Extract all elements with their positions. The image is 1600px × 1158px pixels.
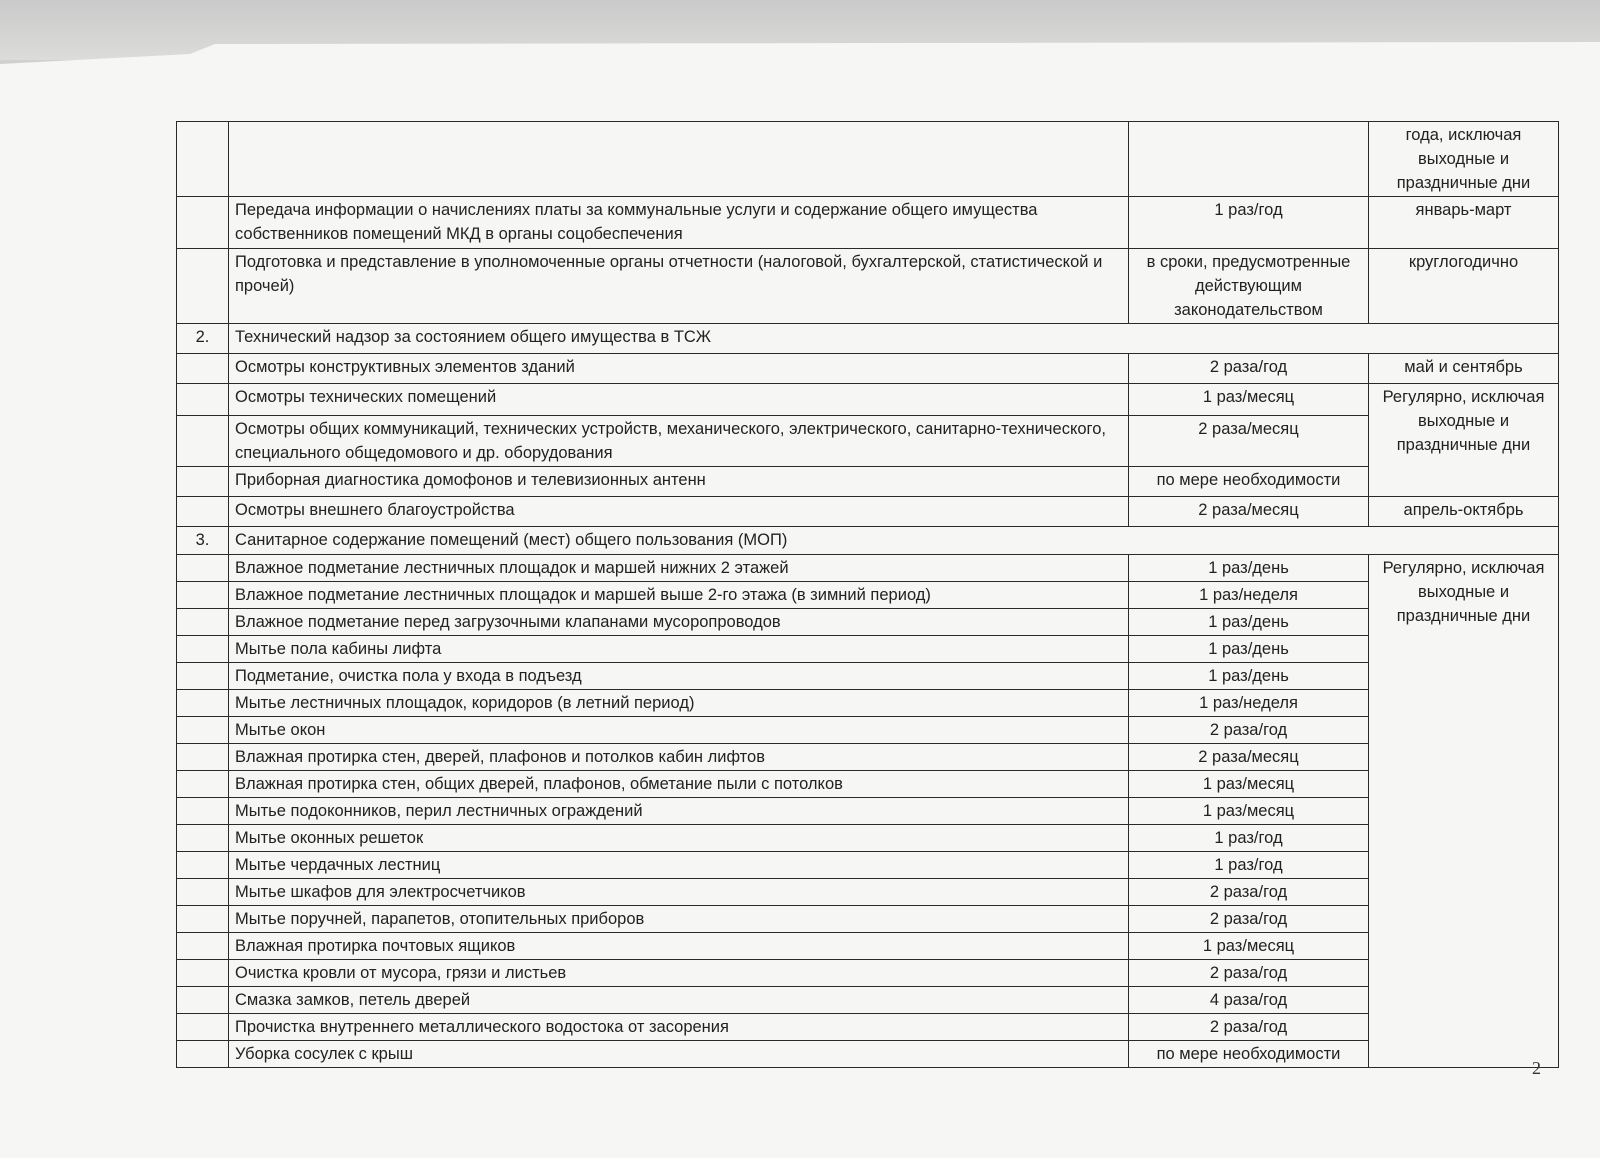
row-number — [177, 906, 229, 933]
row-number — [177, 497, 229, 527]
frequency-cell: 1 раз/месяц — [1129, 798, 1369, 825]
table-row — [177, 798, 1559, 825]
section-header-row — [177, 527, 1559, 555]
period-cell: май и сентябрь — [1369, 354, 1559, 384]
task-cell: Осмотры внешнего благоустройства — [229, 497, 1129, 527]
frequency-cell: 1 раз/месяц — [1129, 384, 1369, 416]
table-row — [177, 384, 1559, 416]
task-cell: Влажное подметание перед загрузочными клапанами мусоропроводов — [229, 609, 1129, 636]
task-cell: Осмотры технических помещений — [229, 384, 1129, 416]
frequency-cell: 1 раз/день — [1129, 609, 1369, 636]
frequency-cell: 2 раза/месяц — [1129, 416, 1369, 467]
task-cell: Влажная протирка стен, дверей, плафонов и потолков кабин лифтов — [229, 744, 1129, 771]
table-row — [177, 122, 1559, 197]
table-row — [177, 879, 1559, 906]
table-row — [177, 717, 1559, 744]
task-cell: Мытье окон — [229, 717, 1129, 744]
section-number: 2. — [177, 324, 229, 354]
frequency-cell: 2 раза/год — [1129, 1014, 1369, 1041]
task-cell: Мытье подоконников, перил лестничных ограждений — [229, 798, 1129, 825]
frequency-cell: по мере необходимости — [1129, 467, 1369, 497]
frequency-cell: 1 раз/год — [1129, 197, 1369, 249]
table-row — [177, 416, 1559, 467]
task-cell: Смазка замков, петель дверей — [229, 987, 1129, 1014]
task-cell: Мытье пола кабины лифта — [229, 636, 1129, 663]
section-header-row — [177, 324, 1559, 354]
section-title: Санитарное содержание помещений (мест) общего пользования (МОП) — [229, 527, 1559, 555]
row-number — [177, 933, 229, 960]
table-row — [177, 744, 1559, 771]
row-number — [177, 354, 229, 384]
row-number — [177, 690, 229, 717]
frequency-cell: 2 раза/год — [1129, 906, 1369, 933]
table-row — [177, 555, 1559, 582]
table-row — [177, 197, 1559, 249]
task-cell: Мытье поручней, парапетов, отопительных приборов — [229, 906, 1129, 933]
frequency-cell: 1 раз/день — [1129, 636, 1369, 663]
frequency-cell: 1 раз/год — [1129, 852, 1369, 879]
frequency-cell: 4 раза/год — [1129, 987, 1369, 1014]
frequency-cell: по мере необходимости — [1129, 1041, 1369, 1068]
row-number — [177, 771, 229, 798]
table-row — [177, 825, 1559, 852]
row-number — [177, 1041, 229, 1068]
frequency-cell: 1 раз/день — [1129, 555, 1369, 582]
table-row — [177, 609, 1559, 636]
row-number — [177, 467, 229, 497]
row-number — [177, 249, 229, 324]
frequency-cell: 2 раза/год — [1129, 354, 1369, 384]
period-cell: апрель-октябрь — [1369, 497, 1559, 527]
table-row — [177, 933, 1559, 960]
task-cell: Осмотры общих коммуникаций, технических устройств, механического, электрического, санитарно-технического, специального общедомового и др. оборудования — [229, 416, 1129, 467]
frequency-cell: 1 раз/месяц — [1129, 771, 1369, 798]
frequency-cell: 1 раз/месяц — [1129, 933, 1369, 960]
row-number — [177, 609, 229, 636]
task-cell: Мытье шкафов для электросчетчиков — [229, 879, 1129, 906]
task-cell: Уборка сосулек с крыш — [229, 1041, 1129, 1068]
table-row — [177, 354, 1559, 384]
period-merged-cell: Регулярно, исключая выходные и праздничные дни — [1369, 555, 1559, 1068]
task-cell: Подметание, очистка пола у входа в подъезд — [229, 663, 1129, 690]
task-cell: Влажная протирка почтовых ящиков — [229, 933, 1129, 960]
task-cell: Приборная диагностика домофонов и телевизионных антенн — [229, 467, 1129, 497]
frequency-cell: 1 раз/неделя — [1129, 690, 1369, 717]
row-number — [177, 197, 229, 249]
row-number — [177, 987, 229, 1014]
period-cell: январь-март — [1369, 197, 1559, 249]
task-cell: Прочистка внутреннего металлического водостока от засорения — [229, 1014, 1129, 1041]
table-row — [177, 987, 1559, 1014]
table-row — [177, 497, 1559, 527]
task-cell: Осмотры конструктивных элементов зданий — [229, 354, 1129, 384]
frequency-cell: 2 раза/год — [1129, 879, 1369, 906]
table-row — [177, 690, 1559, 717]
frequency-cell: 2 раза/год — [1129, 717, 1369, 744]
task-cell: Влажное подметание лестничных площадок и маршей выше 2-го этажа (в зимний период) — [229, 582, 1129, 609]
table-row — [177, 771, 1559, 798]
task-cell: Мытье лестничных площадок, коридоров (в летний период) — [229, 690, 1129, 717]
table-row — [177, 852, 1559, 879]
period-cell: года, исключая выходные и праздничные дни — [1369, 122, 1559, 197]
table-row — [177, 636, 1559, 663]
row-number — [177, 384, 229, 416]
row-number — [177, 825, 229, 852]
row-number — [177, 852, 229, 879]
row-number — [177, 744, 229, 771]
period-cell: круглогодично — [1369, 249, 1559, 324]
frequency-cell: 1 раз/неделя — [1129, 582, 1369, 609]
frequency-cell: 2 раза/месяц — [1129, 497, 1369, 527]
row-number — [177, 122, 229, 197]
period-merged-cell: Регулярно, исключая выходные и праздничные дни — [1369, 384, 1559, 497]
task-cell — [229, 122, 1129, 197]
row-number — [177, 1014, 229, 1041]
frequency-cell — [1129, 122, 1369, 197]
row-number — [177, 555, 229, 582]
row-number — [177, 717, 229, 744]
table-row — [177, 960, 1559, 987]
row-number — [177, 798, 229, 825]
table-row — [177, 663, 1559, 690]
task-cell: Влажная протирка стен, общих дверей, плафонов, обметание пыли с потолков — [229, 771, 1129, 798]
task-cell: Мытье оконных решеток — [229, 825, 1129, 852]
task-cell: Очистка кровли от мусора, грязи и листьев — [229, 960, 1129, 987]
row-number — [177, 416, 229, 467]
task-cell: Мытье чердачных лестниц — [229, 852, 1129, 879]
frequency-cell: 1 раз/день — [1129, 663, 1369, 690]
row-number — [177, 960, 229, 987]
row-number — [177, 582, 229, 609]
page-number: 2 — [1532, 1058, 1541, 1078]
row-number — [177, 879, 229, 906]
table-row — [177, 249, 1559, 324]
task-cell: Влажное подметание лестничных площадок и маршей нижних 2 этажей — [229, 555, 1129, 582]
frequency-cell: 1 раз/год — [1129, 825, 1369, 852]
frequency-cell: 2 раза/год — [1129, 960, 1369, 987]
table-row — [177, 1014, 1559, 1041]
section-number: 3. — [177, 527, 229, 555]
frequency-cell: 2 раза/месяц — [1129, 744, 1369, 771]
frequency-cell: в сроки, предусмотренные действующим законодательством — [1129, 249, 1369, 324]
table-row — [177, 1041, 1559, 1068]
table-row — [177, 582, 1559, 609]
task-cell: Подготовка и представление в уполномоченные органы отчетности (налоговой, бухгалтерской, статистической и прочей) — [229, 249, 1129, 324]
table-row — [177, 906, 1559, 933]
row-number — [177, 636, 229, 663]
table-row — [177, 467, 1559, 497]
task-cell: Передача информации о начислениях платы за коммунальные услуги и содержание общего имущества собственников помещений МКД в органы соцобеспечения — [229, 197, 1129, 249]
section-title: Технический надзор за состоянием общего имущества в ТСЖ — [229, 324, 1559, 354]
maintenance-schedule-table — [176, 121, 1559, 1068]
row-number — [177, 663, 229, 690]
